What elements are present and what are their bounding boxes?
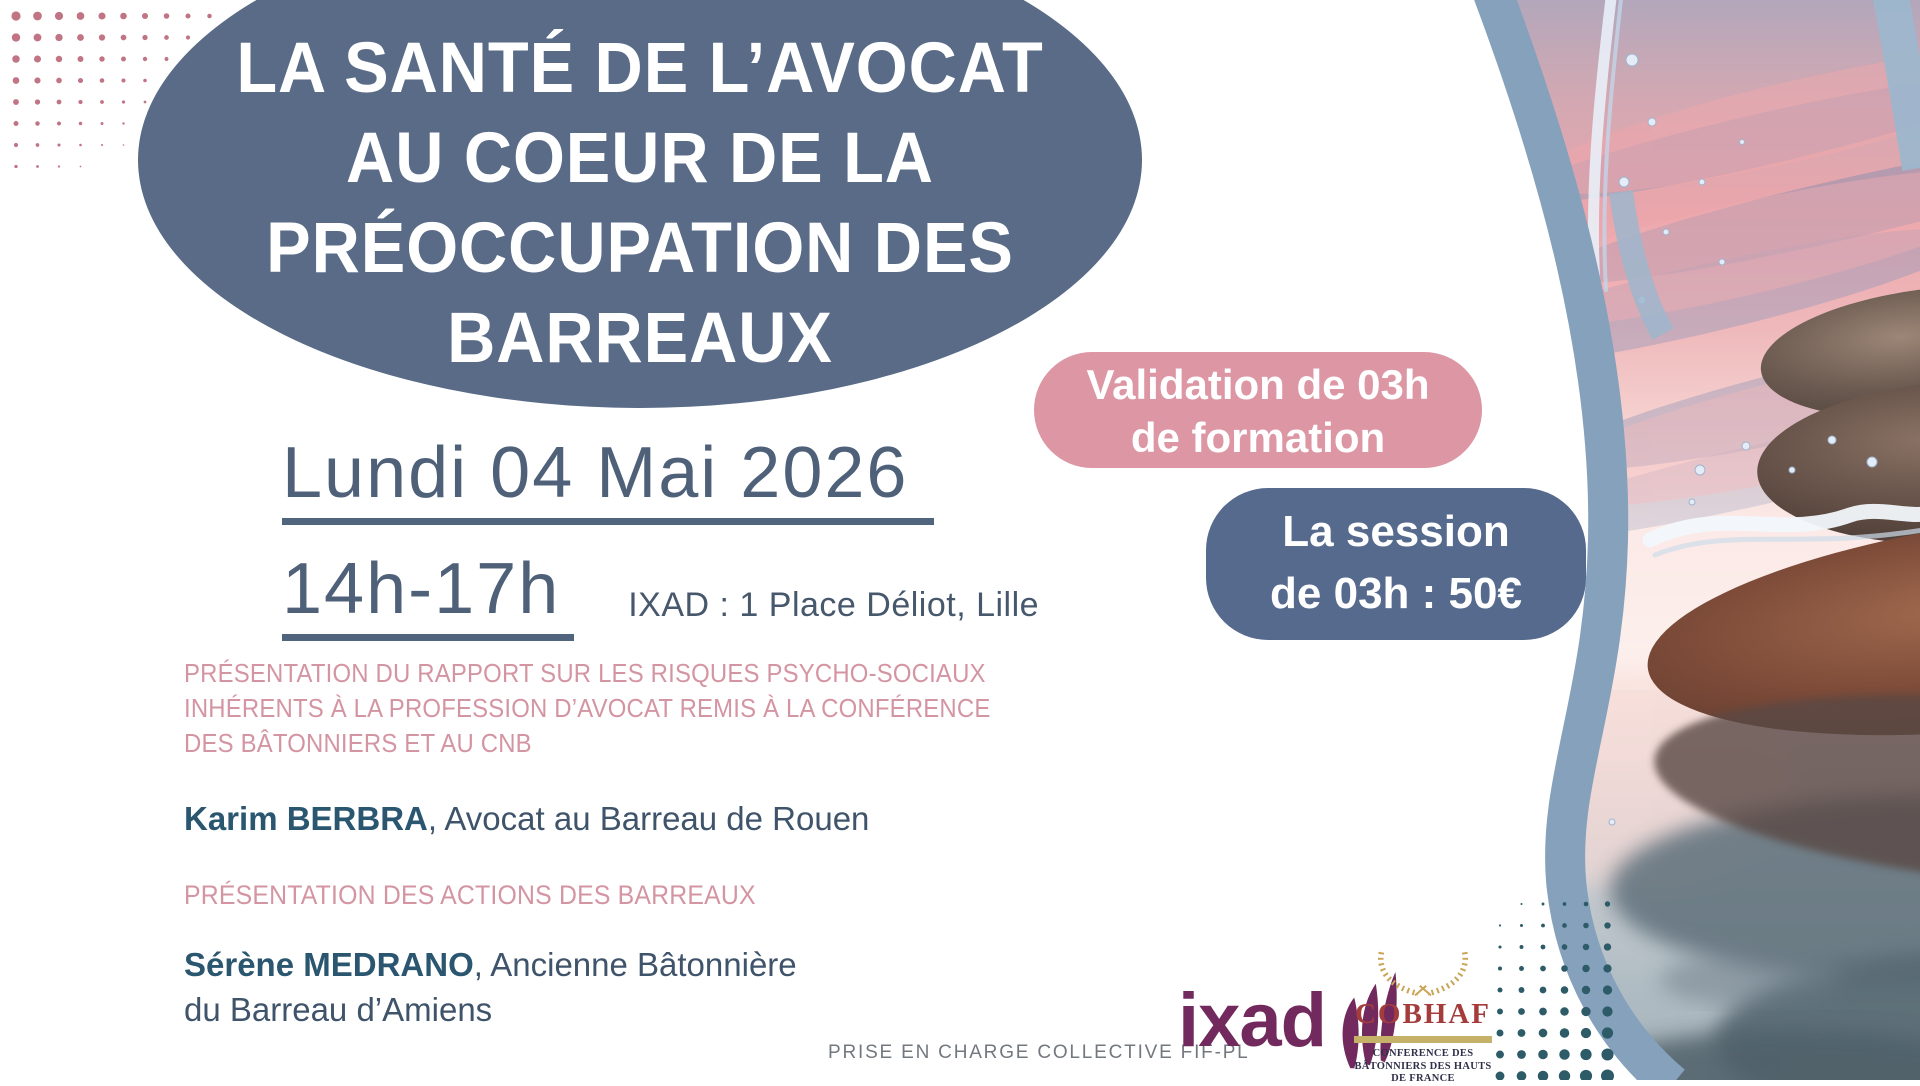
heading-line: PRÉSENTATION DU RAPPORT SUR LES RISQUES PSYCHO-SOCIAUX: [184, 658, 986, 688]
ixad-wordmark: ixad: [1178, 978, 1327, 1063]
title-line: PRÉOCCUPATION DES: [266, 209, 1014, 288]
price-badge-line: de 03h : 50€: [1270, 569, 1522, 618]
event-date: Lundi 04 Mai 2026: [282, 432, 934, 525]
speaker-role: , Avocat au Barreau de Rouen: [427, 800, 870, 837]
speaker-role-line2: du Barreau d’Amiens: [184, 991, 493, 1028]
event-title: [226, 24, 1053, 384]
speaker-line: [184, 796, 869, 841]
cobhaf-title: COBHAF: [1354, 998, 1492, 1030]
cobhaf-divider: [1354, 1036, 1492, 1043]
speaker-name: Karim BERBRA: [184, 800, 428, 837]
program-item-heading: [184, 656, 990, 761]
cobhaf-subtitle-line: DE FRANCE: [1391, 1073, 1455, 1084]
laurel-wreath-icon: [1375, 946, 1471, 1000]
program-item-heading: [184, 878, 756, 913]
price-badge: [1206, 488, 1586, 640]
heading-line: INHÉRENTS À LA PROFESSION D’AVOCAT REMIS À LA CONFÉRENCE: [184, 693, 991, 723]
cobhaf-subtitle-line: BÂTONNIERS DES HAUTS: [1354, 1060, 1492, 1072]
speaker-role: , Ancienne Bâtonnière: [473, 946, 797, 983]
title-line: LA SANTÉ DE L’AVOCAT: [236, 29, 1044, 108]
price-badge-line: La session: [1282, 507, 1510, 556]
cobhaf-logo: [1354, 946, 1492, 1086]
title-line: AU COEUR DE LA: [346, 119, 934, 198]
title-line: BARREAUX: [447, 299, 833, 378]
event-schedule-row: [282, 548, 1039, 641]
heading-line: DES BÂTONNIERS ET AU CNB: [184, 728, 532, 758]
validation-badge-line: de formation: [1130, 414, 1386, 461]
heading-line: PRÉSENTATION DES ACTIONS DES BARREAUX: [184, 880, 756, 910]
funding-note: PRISE EN CHARGE COLLECTIVE FIF-PL: [828, 1042, 1250, 1063]
event-time: 14h-17h: [282, 548, 574, 641]
event-location: IXAD : 1 Place Déliot, Lille: [628, 586, 1040, 624]
title-ellipse: [138, 0, 1142, 408]
validation-badge: [1034, 352, 1482, 468]
speaker-line: [184, 942, 797, 1032]
validation-badge-line: Validation de 03h: [1086, 361, 1430, 408]
speaker-name: Sérène MEDRANO: [184, 946, 474, 983]
cobhaf-subtitle-line: CONFERENCE DES: [1372, 1048, 1474, 1059]
